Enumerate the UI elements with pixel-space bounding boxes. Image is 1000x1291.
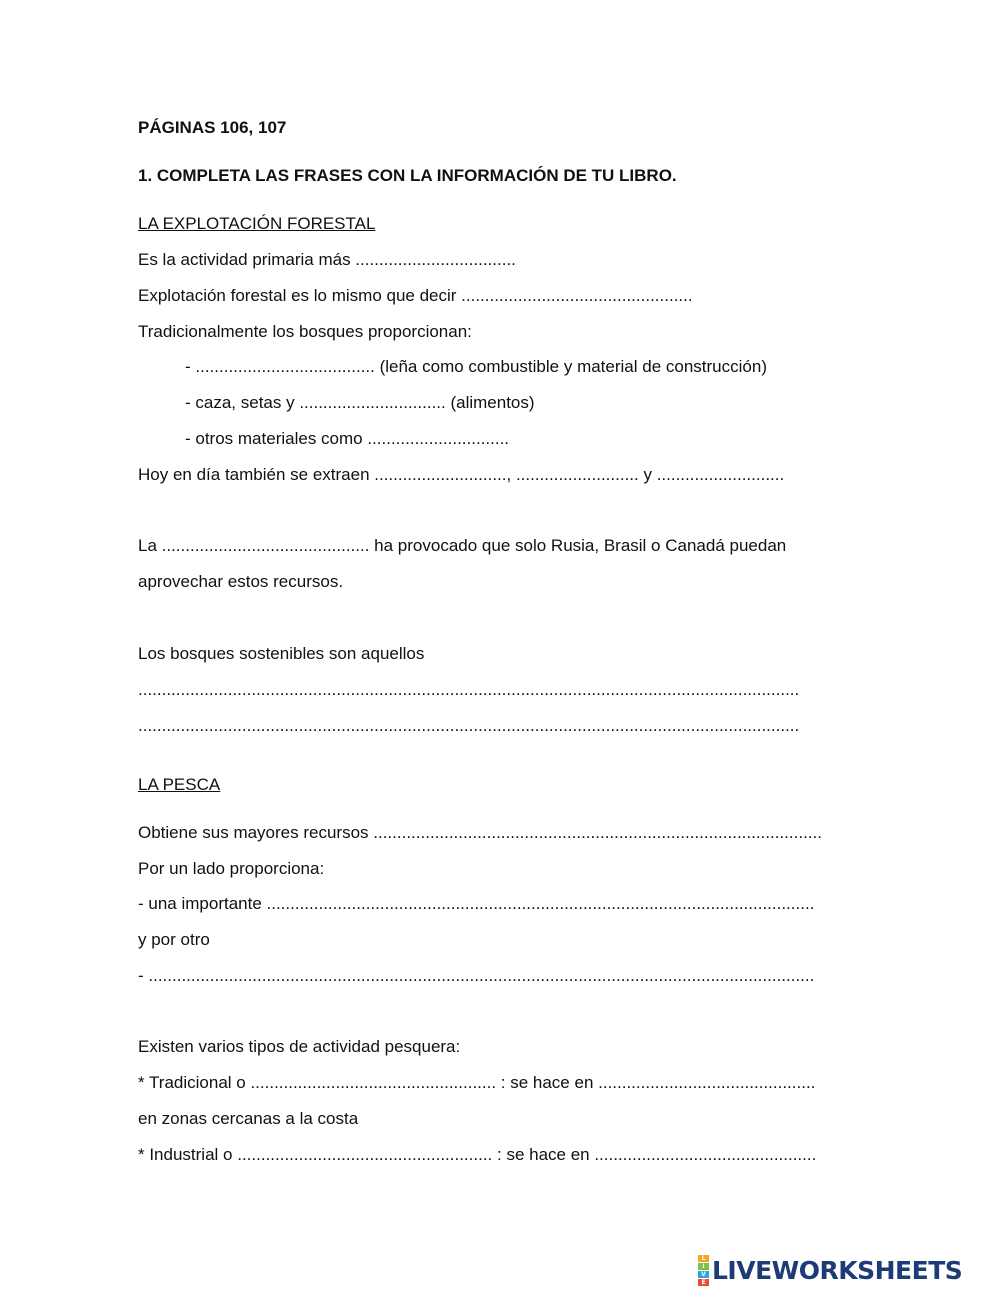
forestal-bullet: - caza, setas y ............................... (alimentos): [185, 393, 535, 412]
forestal-bullet: - ...................................... (leña como combustible y material de construcción): [185, 357, 767, 376]
instruction: 1. COMPLETA LAS FRASES CON LA INFORMACIÓN DE TU LIBRO.: [138, 166, 677, 185]
logo-letter: I: [698, 1263, 709, 1270]
pesca-line: Obtiene sus mayores recursos ...............................................................................................: [138, 823, 822, 842]
forestal-line: aprovechar estos recursos.: [138, 572, 344, 591]
logo-letter: L: [698, 1255, 709, 1262]
forestal-line: Explotación forestal es lo mismo que decir .................................................: [138, 286, 693, 305]
logo-mark-icon: [698, 1254, 709, 1286]
answer-blank-line: ............................................................................................................................................: [138, 716, 800, 735]
pesca-line: y por otro: [138, 930, 210, 949]
pesca-line: Por un lado proporciona:: [138, 859, 325, 878]
logo-letter: E: [698, 1279, 709, 1286]
pesca-line: * Tradicional o .................................................... : se hace en ..............................................: [138, 1073, 816, 1092]
pesca-line: - .............................................................................................................................................: [138, 966, 815, 985]
answer-blank-line: ............................................................................................................................................: [138, 680, 800, 699]
logo-letter: V: [698, 1271, 709, 1278]
pesca-line: * Industrial o ...................................................... : se hace en ...............................................: [138, 1145, 817, 1164]
pesca-line: Existen varios tipos de actividad pesquera:: [138, 1037, 461, 1056]
forestal-bullet: - otros materiales como ..............................: [185, 429, 510, 448]
forestal-line: Los bosques sostenibles son aquellos: [138, 644, 425, 663]
pesca-line: en zonas cercanas a la costa: [138, 1109, 359, 1128]
forestal-line: Tradicionalmente los bosques proporcionan:: [138, 322, 472, 341]
section-heading-forestal: LA EXPLOTACIÓN FORESTAL: [138, 214, 376, 233]
forestal-line: La ............................................ ha provocado que solo Rusia, Brasil o Canadá puedan: [138, 536, 787, 555]
pesca-line: - una importante ....................................................................................................................: [138, 894, 815, 913]
forestal-line: Hoy en día también se extraen ............................, .......................... y ...........................: [138, 465, 785, 484]
page-title: PÁGINAS 106, 107: [138, 118, 287, 137]
liveworksheets-logo: [698, 1255, 962, 1285]
section-heading-pesca: LA PESCA: [138, 775, 221, 794]
logo-text: LIVEWORKSHEETS: [712, 1255, 963, 1285]
forestal-line: Es la actividad primaria más ..................................: [138, 250, 516, 269]
